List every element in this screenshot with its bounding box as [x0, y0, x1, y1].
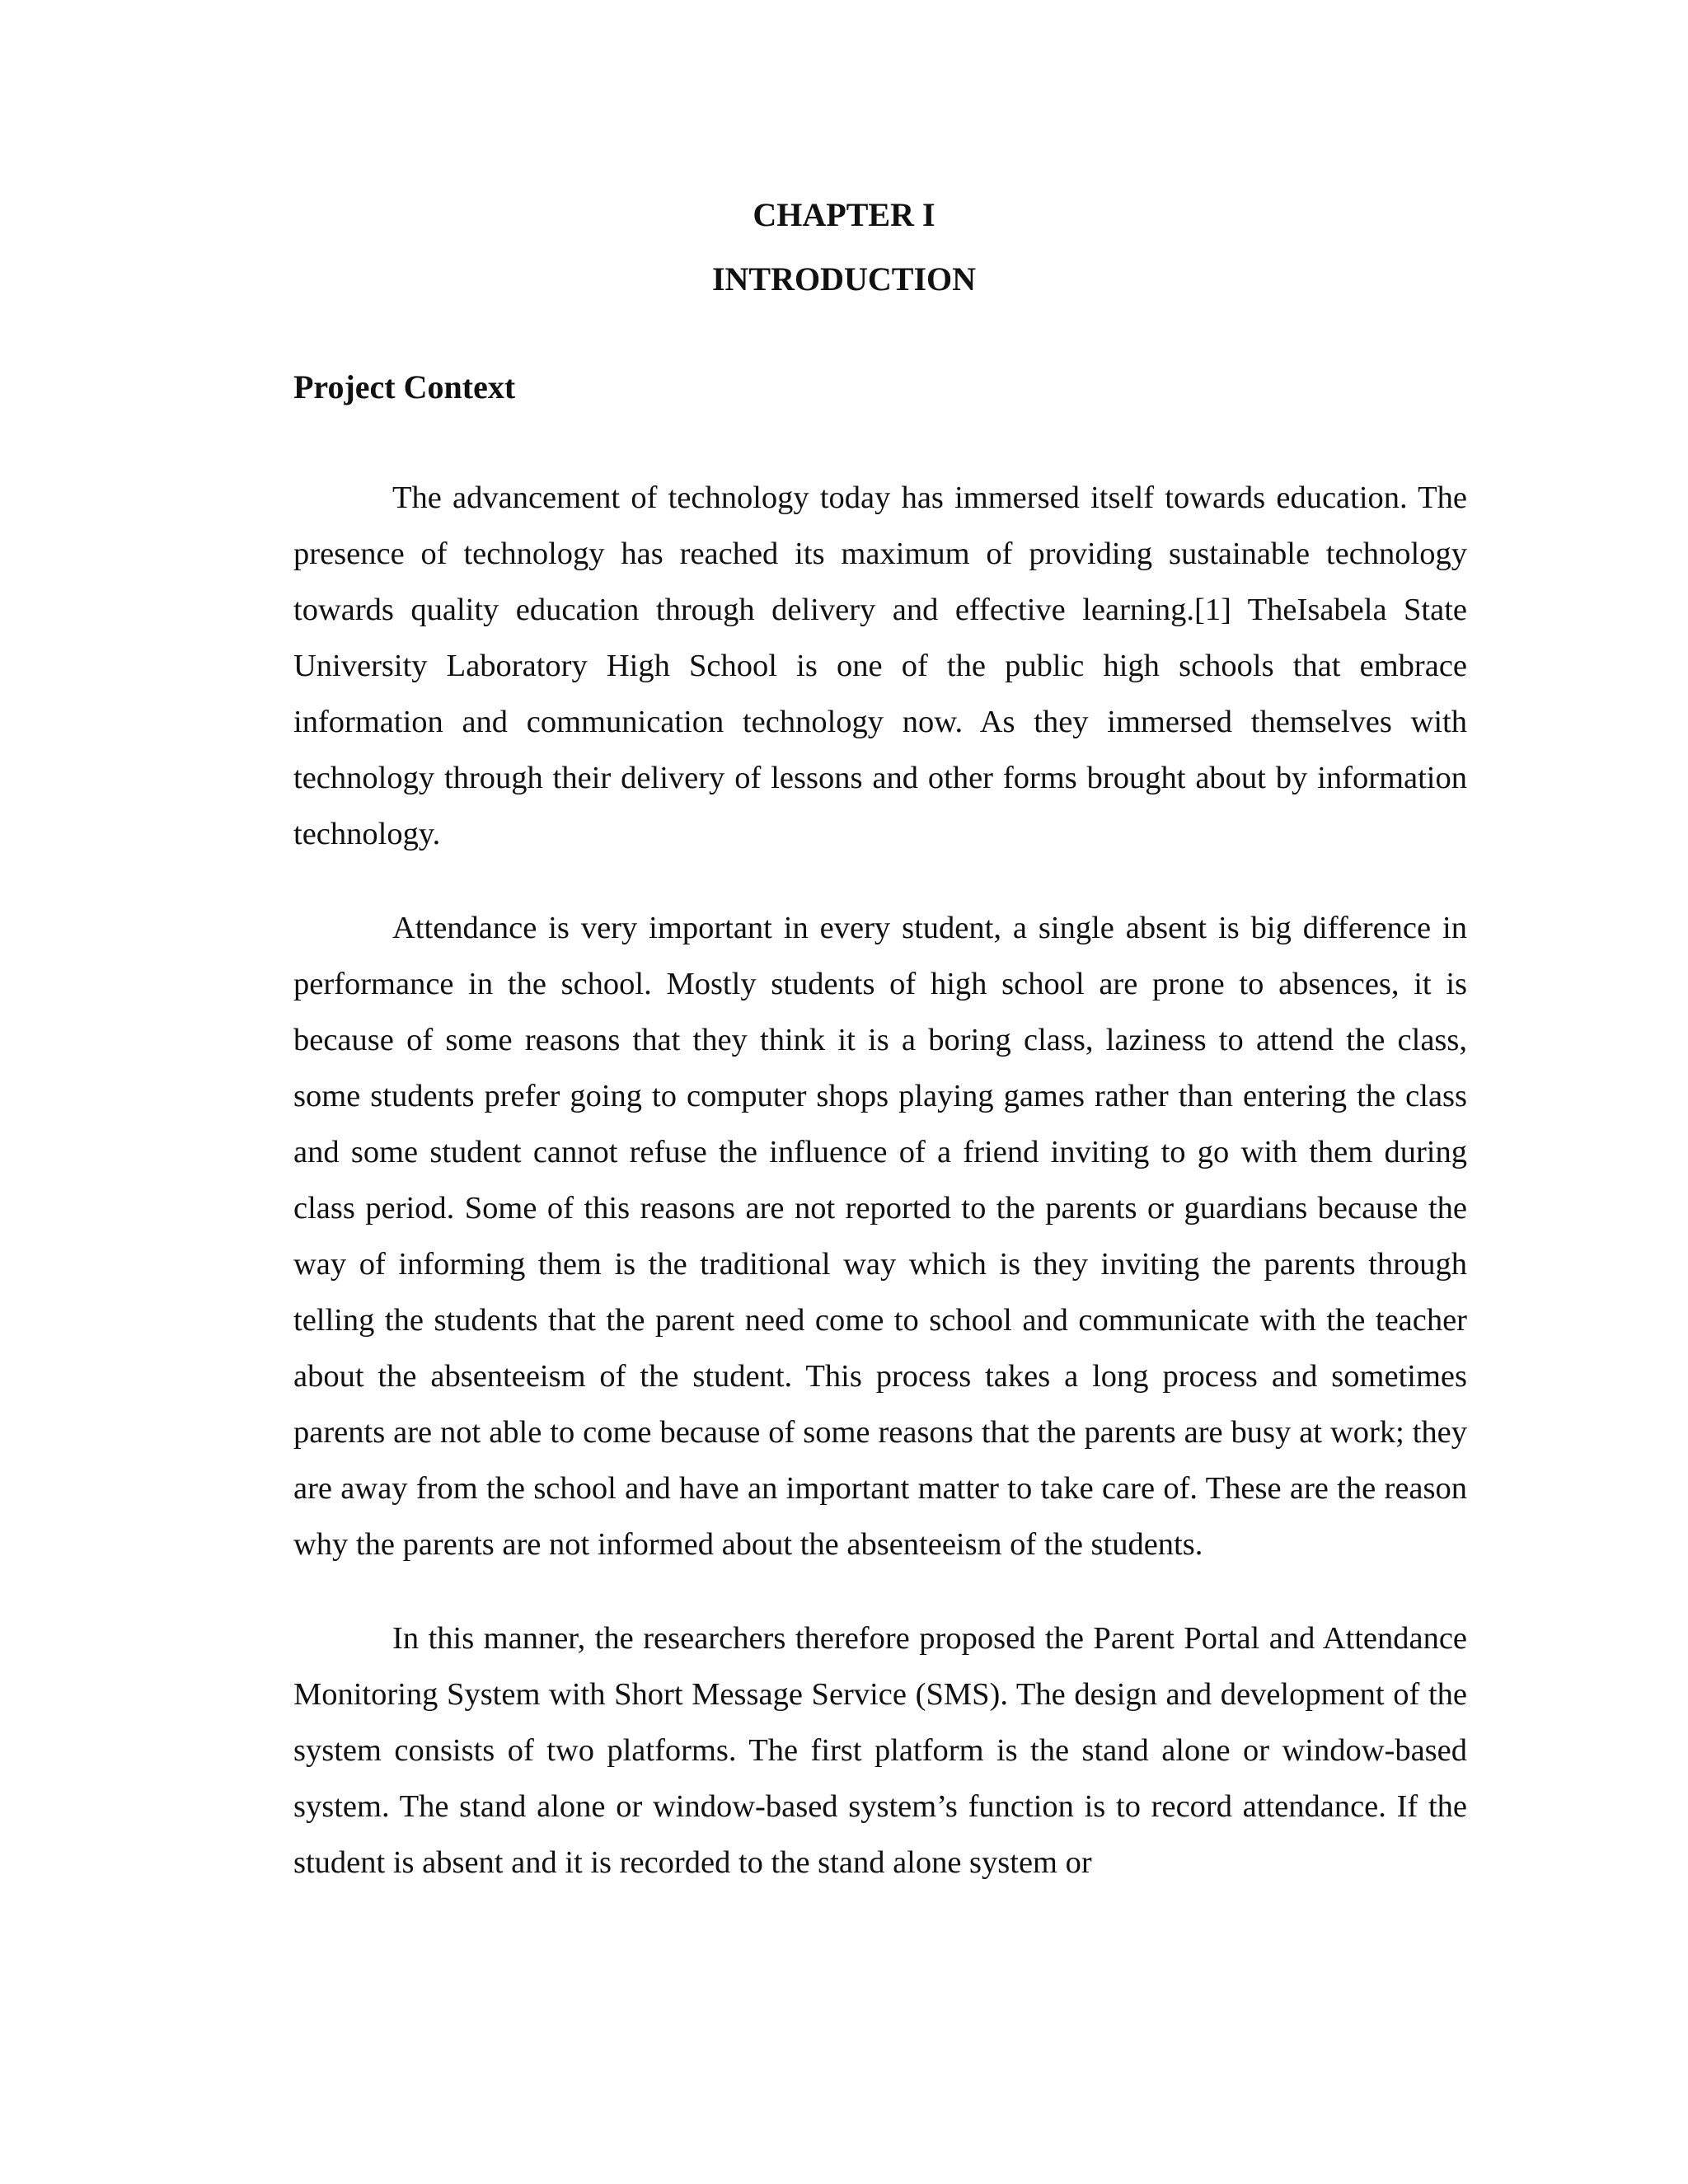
- chapter-heading: CHAPTER I: [753, 196, 935, 233]
- section-heading: Project Context: [293, 368, 516, 405]
- paragraph: Attendance is very important in every student, a single absent is big difference in performance in the school. Mostly students of high school are prone to absences, it is because of some reasons that they think it is a boring class, laziness to attend the class, some students prefer going to computer shops playing games rather than entering the class and some student cannot refuse the influence of a friend inviting to go with them during class period. Some of this reasons are not reported to the parents or guardians because the way of informing them is the traditional way which is they inviting the parents through telling the students that the parent need come to school and communicate with the teacher about the absenteeism of the student. This process takes a long process and sometimes parents are not able to come because of some reasons that the parents are busy at work; they are away from the school and have an important matter to take care of. These are the reason why the parents are not informed about the absenteeism of the students.: [293, 911, 1467, 1562]
- paragraph: The advancement of technology today has immersed itself towards education. The presence of technology has reached its maximum of providing sustainable technology towards quality education through delivery and effective learning.[1] TheIsabela State University Laboratory High School is one of the public high schools that embrace information and communication technology now. As they immersed themselves with technology through their delivery of lessons and other forms brought about by information technology.: [293, 480, 1467, 851]
- paragraph: In this manner, the researchers therefore proposed the Parent Portal and Attendance Monitoring System with Short Message Service (SMS). The design and development of the system consists of two platforms. The first platform is the stand alone or window-based system. The stand alone or window-based system’s function is to record attendance. If the student is absent and it is recorded to the stand alone system or: [293, 1621, 1467, 1880]
- body-text: [293, 470, 1467, 1929]
- chapter-title: INTRODUCTION: [711, 260, 977, 298]
